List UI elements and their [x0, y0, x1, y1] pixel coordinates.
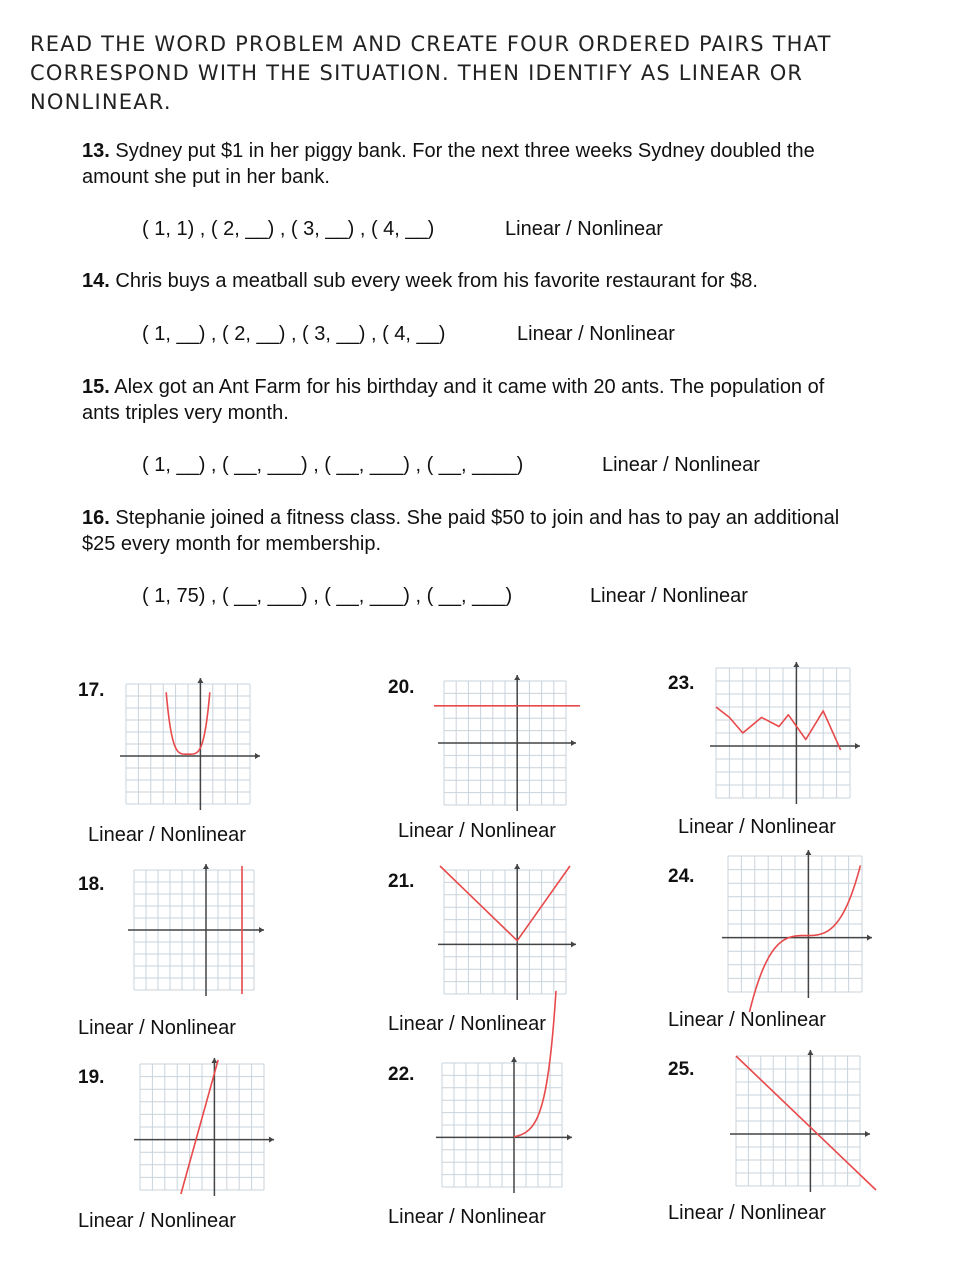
linear-nonlinear-choice-14[interactable]: Linear / Nonlinear: [517, 323, 675, 345]
problem-text-line-2: amount she put in her bank.: [82, 166, 330, 188]
problem-text-line-2: ants triples very month.: [82, 402, 289, 424]
problem-number: 13.: [82, 140, 110, 162]
problem-number: 15.: [82, 376, 110, 398]
graph-label-18[interactable]: Linear / Nonlinear: [78, 1017, 236, 1039]
y-axis-arrow: [211, 1058, 217, 1063]
problem-text-line-1: Alex got an Ant Farm for his birthday and it came with 20 ants. The population of: [114, 376, 825, 398]
instructions-line-3: NONLINEAR.: [30, 90, 172, 114]
x-axis-arrow: [567, 1134, 572, 1140]
x-axis-arrow: [255, 753, 260, 759]
ordered-pairs-16[interactable]: ( 1, 75) , ( __, ___) , ( __, ___) , ( __, ___): [142, 585, 513, 607]
graph-label-22[interactable]: Linear / Nonlinear: [388, 1206, 546, 1228]
x-axis-arrow: [571, 941, 576, 947]
ordered-pairs-13[interactable]: ( 1, 1) , ( 2, __) , ( 3, __) , ( 4, __): [142, 218, 435, 240]
graph-number-20: 20.: [388, 677, 415, 698]
graph-number-24: 24.: [668, 866, 695, 887]
y-axis-arrow: [197, 678, 203, 683]
problem-number: 16.: [82, 507, 110, 529]
ordered-pairs-14[interactable]: ( 1, __) , ( 2, __) , ( 3, __) , ( 4, __): [142, 323, 446, 345]
x-axis-arrow: [571, 740, 576, 746]
problem-14: [82, 268, 922, 294]
graph-label-17[interactable]: Linear / Nonlinear: [88, 824, 246, 846]
problem-15: [82, 374, 922, 426]
instructions-line-1: READ THE WORD PROBLEM AND CREATE FOUR ORDERED PAIRS THAT: [30, 32, 832, 56]
graph-number-18: 18.: [78, 874, 105, 895]
problem-13: [82, 138, 922, 190]
problem-text-line-2: $25 every month for membership.: [82, 533, 382, 555]
y-axis-arrow: [514, 675, 520, 680]
y-axis-arrow: [514, 864, 520, 869]
x-axis-arrow: [269, 1137, 274, 1143]
problem-number: 14.: [82, 270, 110, 292]
linear-nonlinear-choice-15[interactable]: Linear / Nonlinear: [602, 454, 760, 476]
ordered-pairs-15[interactable]: ( 1, __) , ( __, ___) , ( __, ___) , ( __, ____): [142, 454, 524, 476]
graph-curve: [736, 1056, 876, 1190]
graph-number-19: 19.: [78, 1067, 105, 1088]
problem-16: [82, 505, 922, 557]
graph-number-25: 25.: [668, 1059, 695, 1080]
instructions: [30, 30, 930, 117]
graph-22: [432, 1055, 584, 1195]
x-axis-arrow: [867, 935, 872, 941]
graph-24: [718, 848, 884, 996]
y-axis-arrow: [805, 850, 811, 855]
graph-17: [118, 676, 278, 810]
graph-number-23: 23.: [668, 673, 695, 694]
problem-text-line-1: Chris buys a meatball sub every week from his favorite restaurant for $8.: [115, 270, 758, 292]
graph-20: [430, 673, 586, 811]
graph-number-21: 21.: [388, 871, 415, 892]
graph-label-25[interactable]: Linear / Nonlinear: [668, 1202, 826, 1224]
linear-nonlinear-choice-13[interactable]: Linear / Nonlinear: [505, 218, 663, 240]
y-axis-arrow: [203, 864, 209, 869]
graph-curve: [716, 707, 841, 750]
graph-label-21[interactable]: Linear / Nonlinear: [388, 1013, 546, 1035]
instructions-line-2: CORRESPOND WITH THE SITUATION. THEN IDENTIFY AS LINEAR OR: [30, 61, 804, 85]
y-axis-arrow: [807, 1050, 813, 1055]
linear-nonlinear-choice-16[interactable]: Linear / Nonlinear: [590, 585, 748, 607]
graph-25: [726, 1048, 886, 1196]
graph-label-23[interactable]: Linear / Nonlinear: [678, 816, 836, 838]
x-axis-arrow: [865, 1131, 870, 1137]
graph-23: [708, 660, 874, 802]
x-axis-arrow: [855, 743, 860, 749]
y-axis-arrow: [511, 1057, 517, 1062]
graph-19: [132, 1056, 292, 1202]
graph-label-19[interactable]: Linear / Nonlinear: [78, 1210, 236, 1232]
x-axis-arrow: [259, 927, 264, 933]
problem-text-line-1: Stephanie joined a fitness class. She paid $50 to join and has to pay an additional: [115, 507, 840, 529]
y-axis-arrow: [793, 662, 799, 667]
graph-number-22: 22.: [388, 1064, 415, 1085]
graph-curve: [749, 865, 860, 1012]
problem-text-line-1: Sydney put $1 in her piggy bank. For the next three weeks Sydney doubled the: [115, 140, 815, 162]
graph-21: [434, 862, 586, 1002]
graph-18: [126, 864, 274, 996]
graph-label-24[interactable]: Linear / Nonlinear: [668, 1009, 826, 1031]
graph-number-17: 17.: [78, 680, 105, 701]
graph-label-20[interactable]: Linear / Nonlinear: [398, 820, 556, 842]
